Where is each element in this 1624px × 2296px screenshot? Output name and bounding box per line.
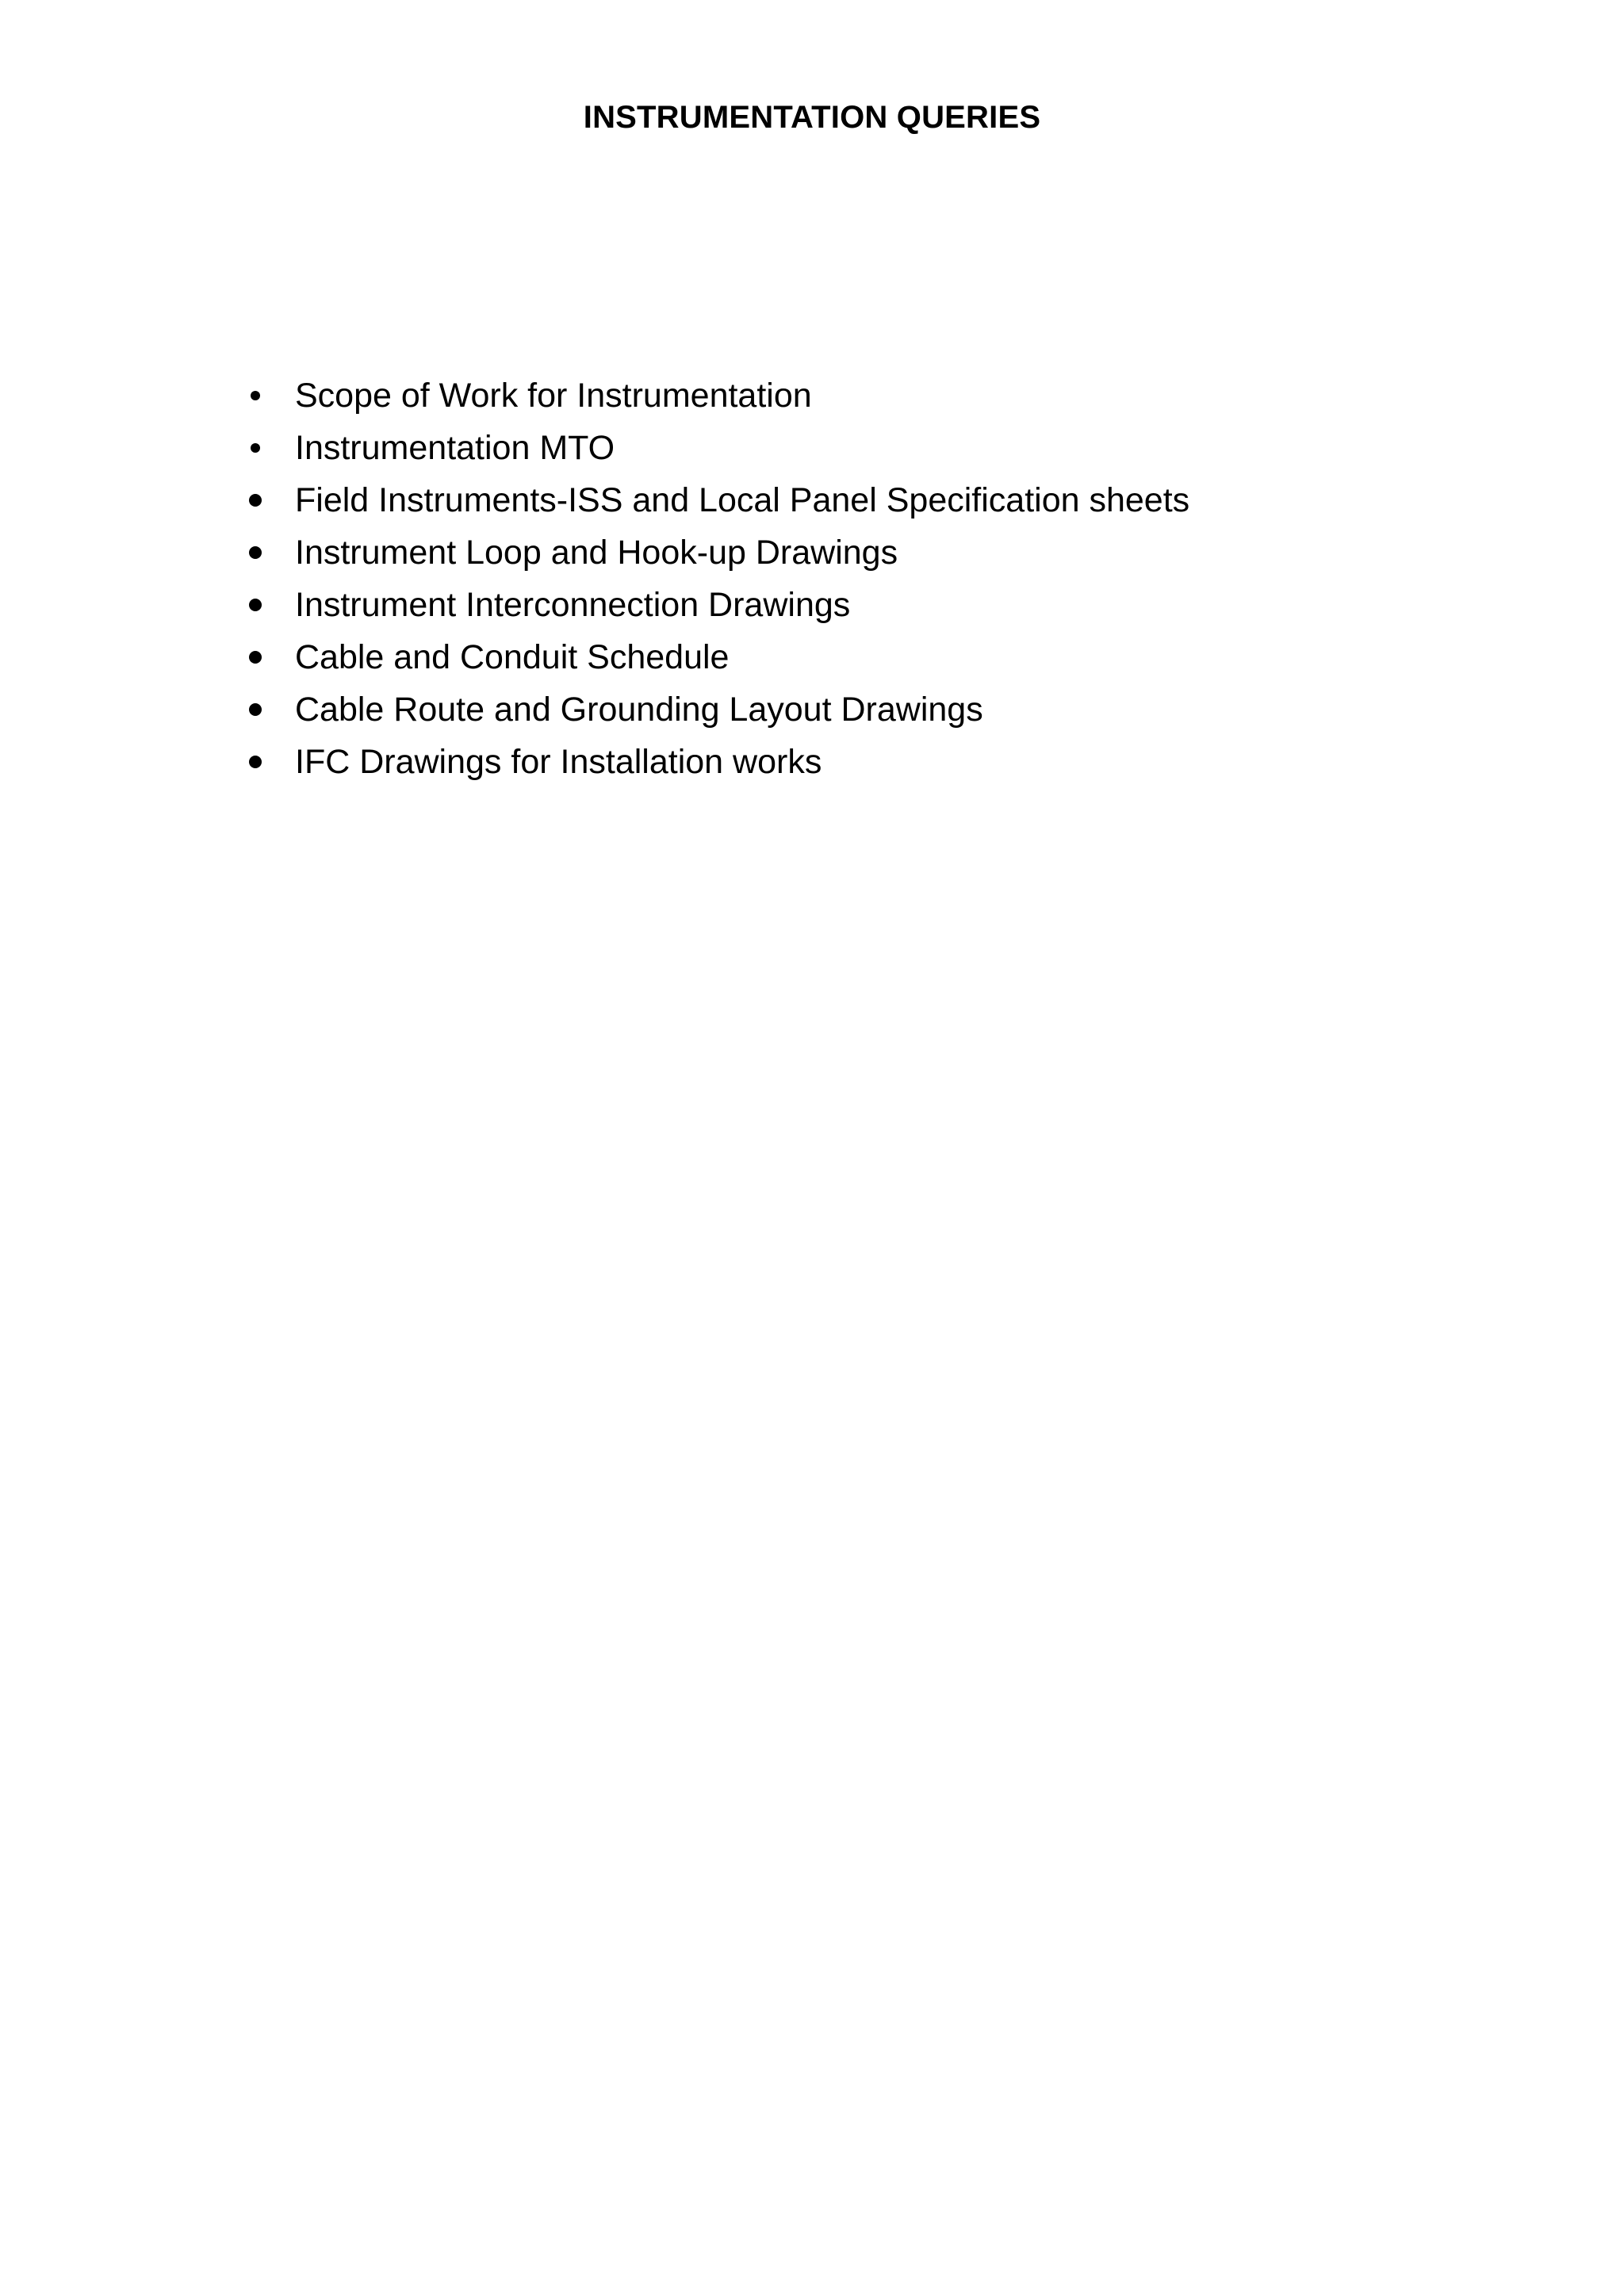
bullet-icon (251, 443, 260, 453)
list-item-text: Scope of Work for Instrumentation (295, 377, 812, 415)
bullet-icon (249, 494, 262, 507)
list-item-text: Cable and Conduit Schedule (295, 638, 730, 676)
list-item-text: IFC Drawings for Installation works (295, 743, 822, 781)
bullet-icon (249, 756, 262, 768)
bullet-icon (249, 546, 262, 559)
list-item-text: Cable Route and Grounding Layout Drawings (295, 691, 983, 729)
list-item-text: Instrument Interconnection Drawings (295, 586, 851, 624)
list-item-text: Instrument Loop and Hook-up Drawings (295, 534, 898, 572)
bullet-icon (251, 391, 260, 400)
list-item-text: Instrumentation MTO (295, 429, 615, 467)
bullet-icon (249, 599, 262, 611)
list-item-text: Field Instruments-ISS and Local Panel Specification sheets (295, 481, 1190, 519)
page-title: INSTRUMENTATION QUERIES (583, 100, 1041, 135)
bullet-icon (249, 651, 262, 664)
bullet-icon (249, 703, 262, 716)
